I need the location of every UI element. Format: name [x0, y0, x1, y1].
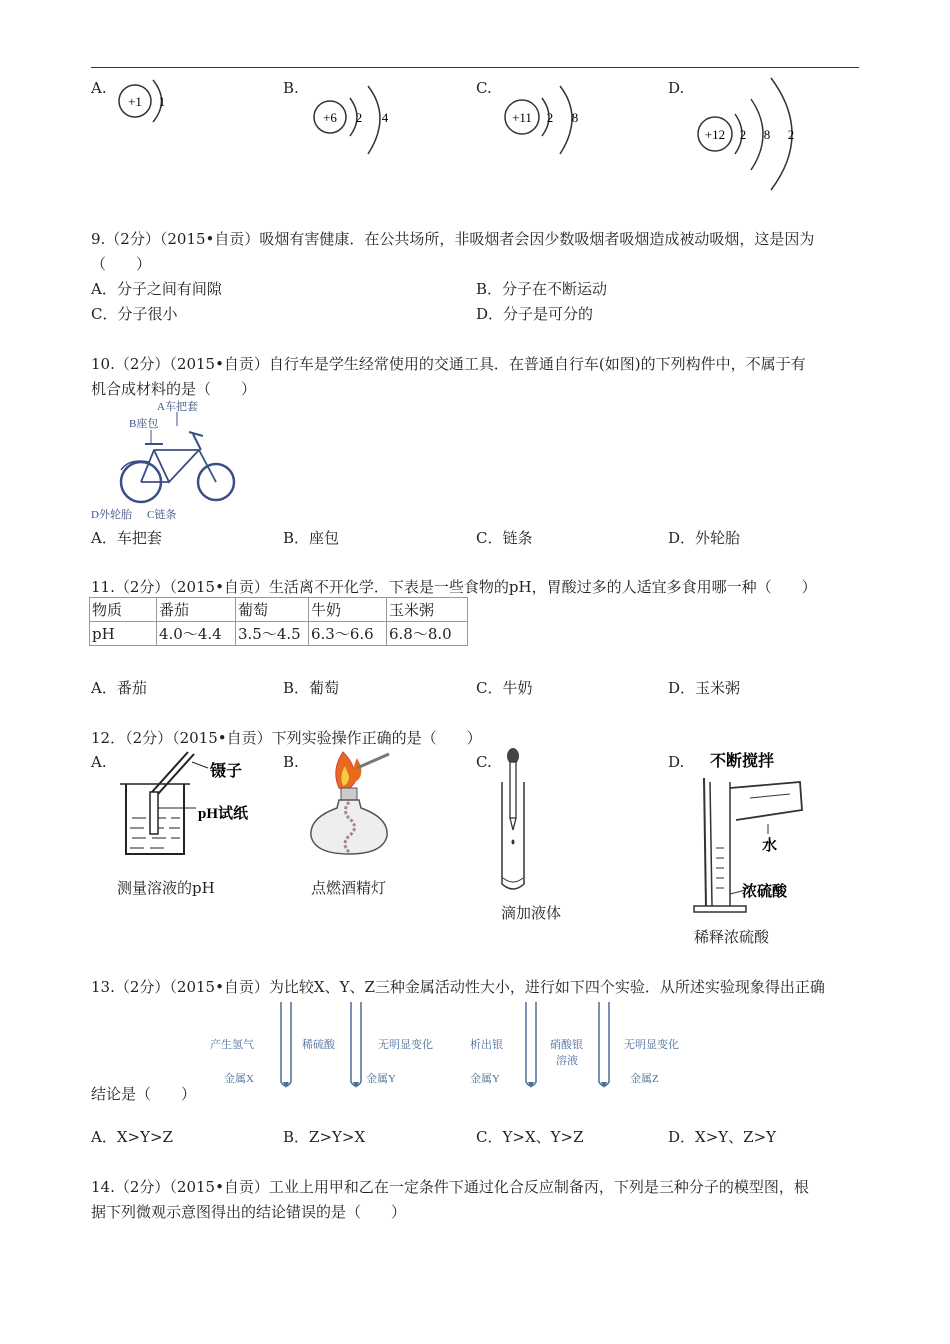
table-cell: 牛奶 — [309, 598, 387, 622]
q12-option-c-letter: C. — [476, 753, 492, 771]
shell-electrons: 2 — [787, 127, 795, 142]
atom-diagram-c — [492, 80, 602, 160]
q9-option-d: D．分子是可分的 — [476, 305, 594, 323]
table-cell: 6.3～6.6 — [309, 622, 387, 646]
q12-option-b-letter: B. — [283, 753, 299, 771]
q9-stem-line2: （ ） — [91, 255, 152, 273]
label-silver-nitrate: 硝酸银 — [550, 1039, 583, 1051]
table-row — [90, 622, 468, 646]
q9-option-a: A．分子之间有间隙 — [91, 280, 222, 298]
q12-caption-d: 稀释浓硫酸 — [694, 928, 770, 946]
shell-electrons: 2 — [546, 110, 554, 125]
q8-option-a-letter: A. — [91, 79, 107, 97]
label-hydrogen: 产生氢气 — [210, 1039, 254, 1051]
atom-diagram-b — [300, 80, 410, 160]
q10-stem-line2: 机合成材料的是（ ） — [91, 380, 257, 398]
table-cell: pH — [90, 622, 157, 646]
bicycle-figure — [89, 398, 249, 526]
q10-option-d: D．外轮胎 — [668, 529, 741, 547]
q12-caption-b: 点燃酒精灯 — [311, 879, 387, 897]
label-handlebar-grip: A车把套 — [157, 401, 198, 413]
metal-activity-figure — [206, 998, 706, 1098]
label-outer-tire: D外轮胎 — [91, 509, 132, 521]
shell-electrons: 8 — [763, 127, 771, 142]
q12-stem: 12．（2分）（2015•自贡）下列实验操作正确的是（ ） — [91, 729, 482, 747]
q13-stem-line1: 13.（2分）（2015•自贡）为比较X、Y、Z三种金属活动性大小，进行如下四个实验．从所述实验现象得出正确 — [91, 978, 825, 996]
table-cell: 番茄 — [157, 598, 236, 622]
table-cell: 物质 — [90, 598, 157, 622]
q11-option-d: D．玉米粥 — [668, 679, 741, 697]
q13-option-b: B．Z>Y>X — [283, 1128, 366, 1146]
table-header-row — [90, 598, 468, 622]
ph-table — [89, 597, 468, 646]
q9-option-b: B．分子在不断运动 — [476, 280, 608, 298]
q10-stem-line1: 10.（2分）（2015•自贡）自行车是学生经常使用的交通工具．在普通自行车(如图)的下列构件中，不属于有 — [91, 355, 806, 373]
nucleus-charge: +11 — [512, 110, 532, 125]
q13-stem-line2: 结论是（ ） — [91, 1085, 197, 1103]
label-saddle: B座包 — [129, 418, 159, 430]
label-metal-y-1: 金属Y — [366, 1073, 396, 1085]
alcohol-lamp-figure — [305, 748, 400, 863]
table-cell: 3.5～4.5 — [236, 622, 309, 646]
label-conc-acid: 浓硫酸 — [742, 884, 788, 900]
q10-option-a: A．车把套 — [91, 529, 162, 547]
label-tweezers: 镊子 — [210, 763, 243, 780]
shell-electrons: 2 — [355, 110, 363, 125]
shell-electrons: 4 — [381, 110, 389, 125]
table-cell: 6.8～8.0 — [387, 622, 468, 646]
label-silver: 析出银 — [470, 1039, 503, 1051]
shell-electrons: 2 — [739, 127, 747, 142]
q14-stem-line2: 据下列微观示意图得出的结论错误的是（ ） — [91, 1203, 407, 1221]
nucleus-charge: +12 — [704, 127, 726, 142]
label-metal-y-2: 金属Y — [470, 1073, 500, 1085]
label-stir: 不断搅拌 — [710, 753, 775, 770]
label-metal-x: 金属X — [224, 1073, 254, 1085]
label-no-change-1: 无明显变化 — [378, 1039, 433, 1051]
q14-stem-line1: 14.（2分）（2015•自贡）工业上用甲和乙在一定条件下通过化合反应制备丙，下列是三种分子的模型图，根 — [91, 1178, 809, 1196]
q10-option-b: B．座包 — [283, 529, 340, 547]
nucleus-charge: +1 — [128, 94, 142, 109]
label-water: 水 — [762, 838, 778, 854]
q11-option-b: B．葡萄 — [283, 679, 340, 697]
q12-option-d-letter: D. — [668, 753, 685, 771]
table-cell: 玉米粥 — [387, 598, 468, 622]
label-dilute-acid: 稀硫酸 — [302, 1039, 335, 1051]
label-solution: 溶液 — [556, 1055, 578, 1067]
label-no-change-2: 无明显变化 — [624, 1039, 679, 1051]
dropper-figure — [495, 746, 535, 896]
ph-test-figure — [116, 748, 266, 860]
q12-caption-c: 滴加液体 — [501, 904, 562, 922]
q13-option-a: A．X>Y>Z — [91, 1128, 173, 1146]
label-ph-paper: pH试纸 — [198, 806, 249, 822]
q13-option-d: D．X>Y、Z>Y — [668, 1128, 777, 1146]
table-cell: 4.0～4.4 — [157, 622, 236, 646]
q8-option-c-letter: C. — [476, 79, 492, 97]
q12-option-a-letter: A. — [91, 753, 107, 771]
q10-option-c: C．链条 — [476, 529, 533, 547]
q9-option-c: C．分子很小 — [91, 305, 178, 323]
q12-caption-a: 测量溶液的pH — [117, 879, 215, 897]
top-rule — [91, 67, 859, 68]
label-metal-z: 金属Z — [630, 1073, 659, 1085]
table-cell: 葡萄 — [236, 598, 309, 622]
shell-electrons: 8 — [571, 110, 579, 125]
atom-diagram-a — [110, 74, 180, 134]
q8-option-b-letter: B. — [283, 79, 299, 97]
q13-option-c: C．Y>X、Y>Z — [476, 1128, 584, 1146]
q11-stem: 11.（2分）（2015•自贡）生活离不开化学．下表是一些食物的pH，胃酸过多的人适宜多食用哪一种（ ） — [91, 578, 817, 596]
atom-diagram-d — [685, 74, 815, 194]
q9-stem-line1: 9.（2分）（2015•自贡）吸烟有害健康．在公共场所，非吸烟者会因少数吸烟者吸烟造成被动吸烟，这是因为 — [91, 230, 815, 248]
q11-option-a: A．番茄 — [91, 679, 147, 697]
nucleus-charge: +6 — [323, 110, 337, 125]
dilution-figure — [690, 748, 810, 918]
label-chain: C链条 — [147, 509, 177, 521]
q8-option-d-letter: D. — [668, 79, 685, 97]
shell-electrons: 1 — [158, 94, 166, 109]
q11-option-c: C．牛奶 — [476, 679, 533, 697]
